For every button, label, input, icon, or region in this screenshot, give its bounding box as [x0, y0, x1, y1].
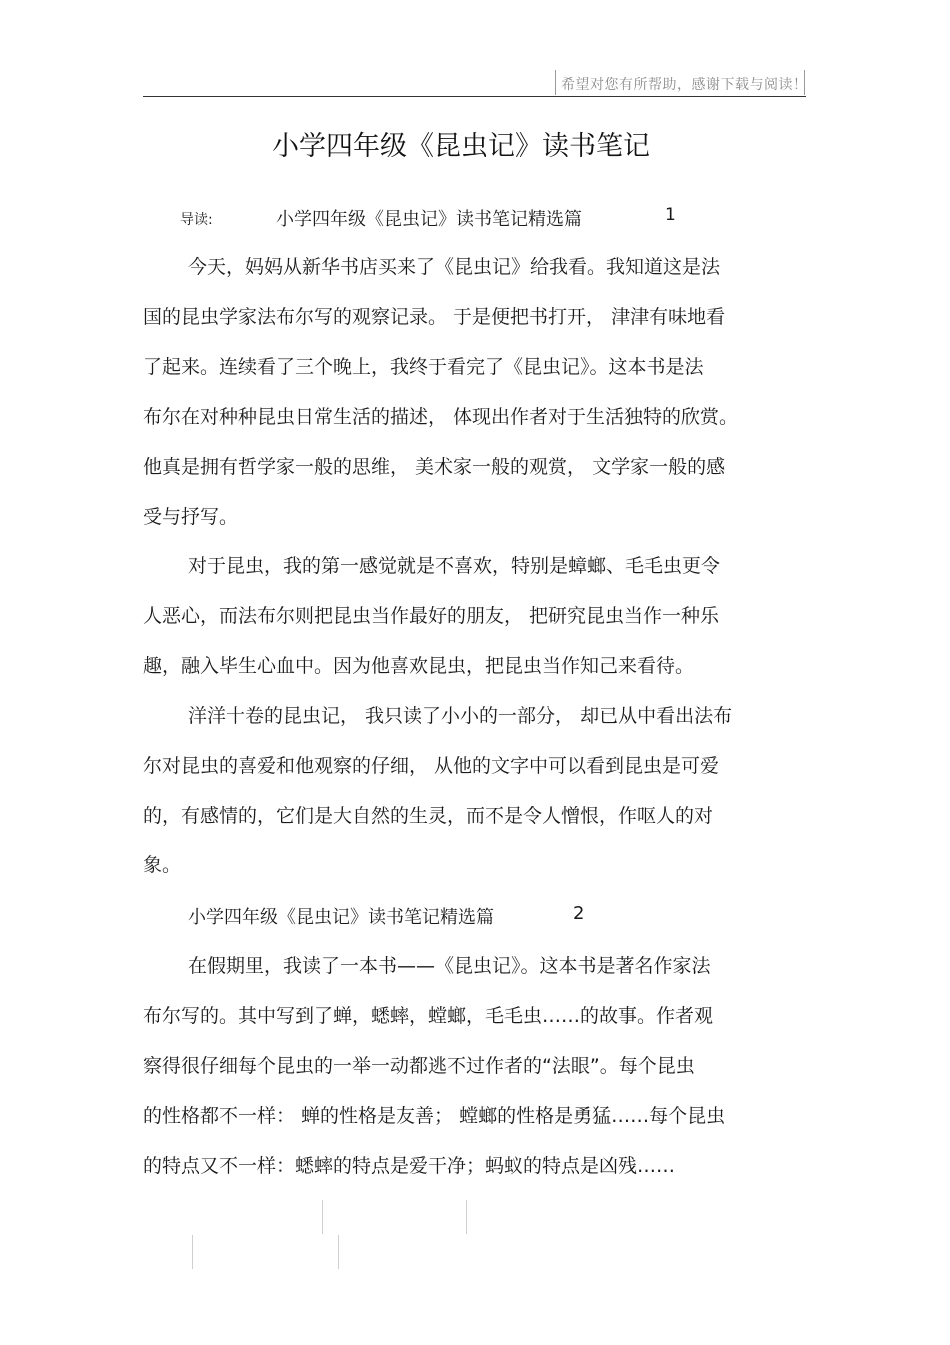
body-line: 对于昆虫，我的第一感觉就是不喜欢，特别是蟑螂、毛毛虫更令 — [188, 555, 721, 577]
scan-artifact-line — [338, 1235, 339, 1269]
section2-number: 2 — [573, 903, 585, 924]
body-line: 察得很仔细每个昆虫的一举一动都逃不过作者的“法眼”。每个昆虫 — [143, 1055, 695, 1077]
body-line: 象。 — [143, 854, 182, 876]
section2-title: 小学四年级《昆虫记》读书笔记精选篇 — [188, 907, 494, 928]
body-line: 了起来。连续看了三个晚上，我终于看完了《昆虫记》。这本书是法 — [143, 356, 704, 378]
body-line: 洋洋十卷的昆虫记， 我只读了小小的一部分， 却已从中看出法布 — [188, 705, 733, 727]
body-line: 在假期里，我读了一本书——《昆虫记》。这本书是著名作家法 — [188, 955, 711, 977]
lead-title: 小学四年级《昆虫记》读书笔记精选篇 — [276, 209, 582, 230]
body-line: 的性格都不一样： 蝉的性格是友善； 螳螂的性格是勇猛……每个昆虫 — [143, 1105, 726, 1127]
body-line: 的，有感情的，它们是大自然的生灵，而不是令人憎恨，作呕人的对 — [143, 805, 714, 827]
scan-artifact-line — [466, 1200, 467, 1234]
body-line: 尔对昆虫的喜爱和他观察的仔细， 从他的文字中可以看到昆虫是可爱 — [143, 755, 720, 777]
scan-artifact-line — [192, 1235, 193, 1269]
body-line: 布尔写的。其中写到了蝉，蟋蟀，螳螂，毛毛虫……的故事。作者观 — [143, 1005, 714, 1027]
body-line: 趣，融入毕生心血中。因为他喜欢昆虫，把昆虫当作知己来看待。 — [143, 655, 695, 677]
document-title: 小学四年级《昆虫记》读书笔记 — [272, 131, 650, 162]
body-line: 受与抒写。 — [143, 506, 239, 528]
body-line: 他真是拥有哲学家一般的思维， 美术家一般的观赏， 文学家一般的感 — [143, 456, 726, 478]
scan-artifact-line — [322, 1200, 323, 1234]
body-line: 国的昆虫学家法布尔写的观察记录。 于是便把书打开， 津津有味地看 — [143, 306, 726, 328]
header-tagline: 希望对您有所帮助，感谢下载与阅读！ — [561, 77, 808, 93]
lead-number: 1 — [665, 205, 676, 225]
lead-label: 导读: — [180, 212, 213, 228]
header-rule — [143, 96, 806, 97]
body-line: 今天，妈妈从新华书店买来了《昆虫记》给我看。我知道这是法 — [188, 256, 721, 278]
body-line: 的特点又不一样：蟋蟀的特点是爱干净；蚂蚁的特点是凶残…… — [143, 1155, 676, 1177]
body-line: 布尔在对种种昆虫日常生活的描述， 体现出作者对于生活独特的欣赏。 — [143, 406, 739, 428]
body-line: 人恶心，而法布尔则把昆虫当作最好的朋友， 把研究昆虫当作一种乐 — [143, 605, 720, 627]
